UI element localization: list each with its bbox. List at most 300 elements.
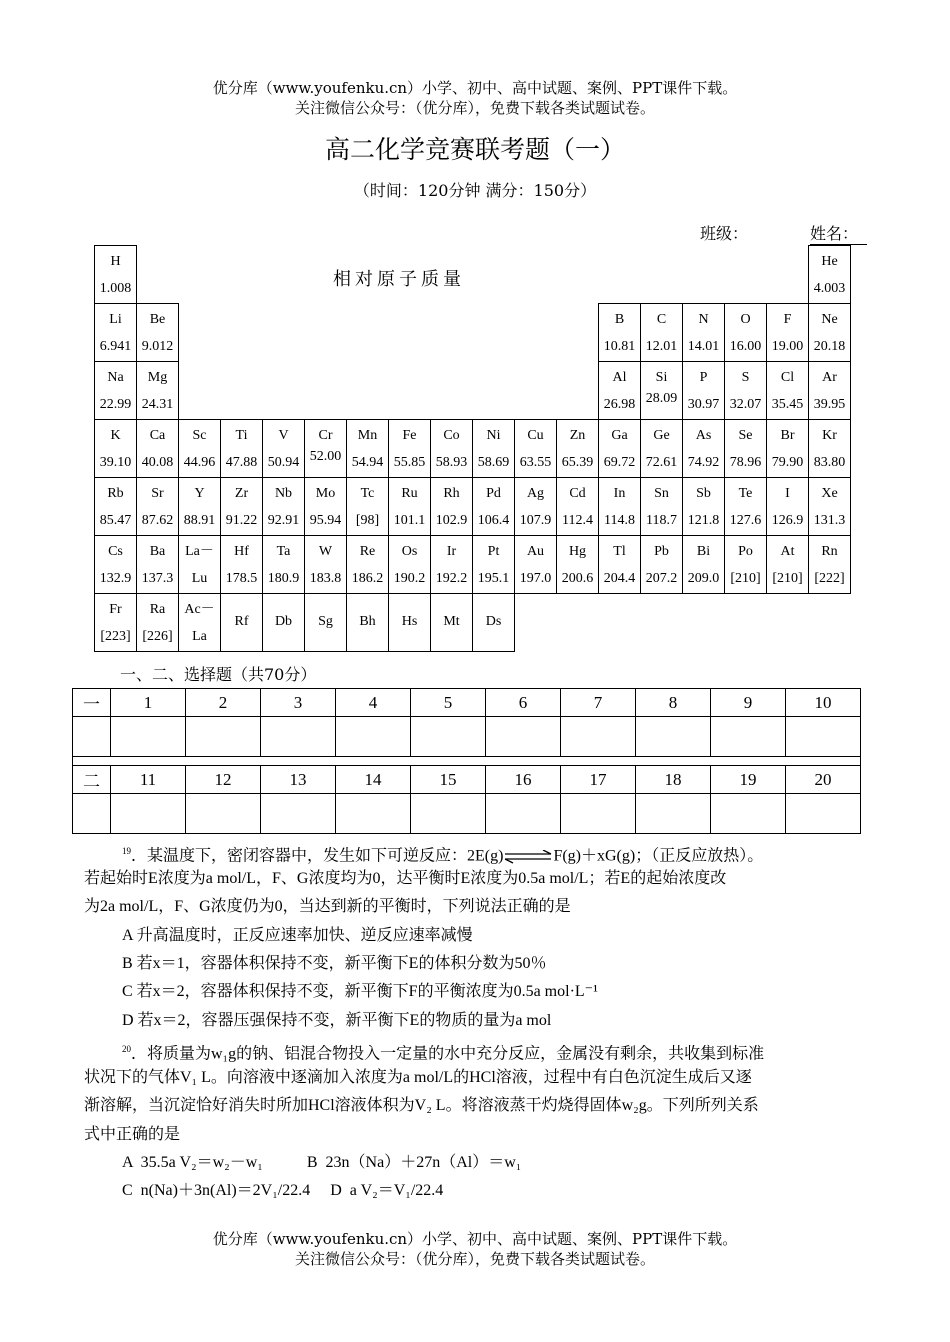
element-symbol: V	[278, 428, 289, 443]
element-mass: 69.72	[603, 455, 636, 470]
element-cell-v	[262, 419, 305, 478]
answer-cell[interactable]	[711, 717, 786, 757]
element-mass: 54.94	[351, 455, 384, 470]
element-symbol: Mt	[443, 614, 460, 629]
element-symbol: P	[699, 370, 708, 385]
element-symbol: Zr	[234, 486, 249, 501]
element-symbol: Ni	[486, 428, 501, 443]
element-symbol: Tc	[360, 486, 375, 501]
answer-number: 3	[261, 689, 336, 717]
element-cell-mn	[346, 419, 389, 478]
element-symbol: Ne	[821, 312, 838, 327]
element-cell-cr	[304, 419, 347, 478]
element-symbol: Sc	[192, 428, 207, 443]
periodic-table-label: 相对原子质量	[333, 269, 465, 290]
element-symbol: Au	[526, 544, 545, 559]
element-mass: 1.008	[99, 281, 132, 296]
element-mass: 200.6	[561, 571, 594, 586]
element-symbol: Sr	[151, 486, 164, 501]
element-symbol: Cs	[108, 544, 123, 559]
element-cell-be	[136, 303, 179, 362]
element-symbol: K	[110, 428, 121, 443]
element-cell-b	[598, 303, 641, 362]
answer-number: 1	[111, 689, 186, 717]
element-mass: 204.4	[603, 571, 636, 586]
question-19-option-a: A 升高温度时，正反应速率加快、逆反应速率减慢	[122, 927, 473, 944]
answer-cell[interactable]	[636, 717, 711, 757]
element-mass: 14.01	[687, 339, 720, 354]
element-cell-i	[766, 477, 809, 536]
answer-cell[interactable]	[711, 794, 786, 834]
element-cell-fr	[94, 593, 137, 652]
element-symbol: Pb	[654, 544, 669, 559]
element-symbol: Ti	[235, 428, 248, 443]
header-line-2: 关注微信公众号：（优分库），免费下载各类试题试卷。	[294, 99, 655, 117]
page-subtitle: （时间：120分钟 满分：150分）	[353, 181, 597, 200]
element-cell-tc	[346, 477, 389, 536]
element-symbol: Ge	[653, 428, 670, 443]
element-symbol: Co	[443, 428, 460, 443]
element-cell-ca	[136, 419, 179, 478]
question-19-line-3: 为2a mol/L，F、G浓度仍为0，当达到新的平衡时，下列说法正确的是	[84, 898, 571, 915]
element-symbol: Cl	[780, 370, 795, 385]
element-cell-kr	[808, 419, 851, 478]
element-cell-mt	[430, 593, 473, 652]
element-mass: 20.18	[813, 339, 846, 354]
answer-number: 17	[561, 766, 636, 794]
element-symbol: Ga	[611, 428, 628, 443]
element-mass: 28.09	[645, 391, 678, 406]
element-cell-rb	[94, 477, 137, 536]
element-cell-ds	[472, 593, 515, 652]
element-cell-nb	[262, 477, 305, 536]
element-symbol: Ag	[526, 486, 545, 501]
element-cell-xe	[808, 477, 851, 536]
element-cell-ir	[430, 535, 473, 594]
answer-cell[interactable]	[561, 717, 636, 757]
element-mass: 58.93	[435, 455, 468, 470]
element-symbol: At	[780, 544, 795, 559]
element-cell-at	[766, 535, 809, 594]
element-mass: 26.98	[603, 397, 636, 412]
element-symbol: Po	[738, 544, 753, 559]
element-symbol: Ru	[401, 486, 418, 501]
question-19-stem-a: ．某温度下，密闭容器中，发生如下可逆反应：2E(g)	[131, 847, 504, 865]
question-20-line-3: 渐溶解，当沉淀恰好消失时所加HCl溶液体积为V₂ L。将溶液蒸干灼烧得固体w₂g。下列所列关系	[84, 1097, 759, 1114]
element-mass: 9.012	[141, 339, 174, 354]
answer-row-2-header	[73, 766, 861, 794]
element-mass: 87.62	[141, 513, 174, 528]
element-cell-ga	[598, 419, 641, 478]
answer-cell[interactable]	[261, 794, 336, 834]
answer-number: 6	[486, 689, 561, 717]
element-mass: 137.3	[141, 571, 174, 586]
element-symbol: Ds	[485, 614, 502, 629]
element-symbol: Kr	[822, 428, 837, 443]
element-mass: 91.22	[225, 513, 258, 528]
element-mass: 40.08	[141, 455, 174, 470]
element-cell-ba	[136, 535, 179, 594]
element-symbol: Rn	[821, 544, 838, 559]
answer-number: 14	[336, 766, 411, 794]
element-mass: 126.9	[771, 513, 804, 528]
element-symbol: He	[821, 254, 838, 269]
answer-number: 11	[111, 766, 186, 794]
element-cell-au	[514, 535, 557, 594]
element-symbol: Tl	[613, 544, 626, 559]
element-symbol: Ir	[446, 544, 457, 559]
element-symbol: Os	[401, 544, 418, 559]
element-cell-ti	[220, 419, 263, 478]
answer-number: 12	[186, 766, 261, 794]
answer-cell[interactable]	[561, 794, 636, 834]
element-cell-la	[178, 535, 221, 594]
element-cell-ta	[262, 535, 305, 594]
element-cell-sg	[304, 593, 347, 652]
element-mass: 52.00	[309, 449, 342, 464]
element-cell-h	[94, 245, 137, 304]
question-19-option-c: C 若x＝2，容器体积保持不变，新平衡下F的平衡浓度为0.5a mol·L⁻¹	[122, 983, 598, 1000]
element-mass: [98]	[355, 513, 380, 528]
element-symbol: W	[318, 544, 333, 559]
answer-row-1-blank	[73, 717, 861, 757]
element-cell-cu	[514, 419, 557, 478]
answer-row-2-blank	[73, 794, 861, 834]
element-mass: 63.55	[519, 455, 552, 470]
element-mass: 121.8	[687, 513, 720, 528]
answer-cell[interactable]	[336, 794, 411, 834]
answer-cell[interactable]	[486, 717, 561, 757]
element-symbol: Cu	[527, 428, 544, 443]
element-mass: 118.7	[646, 513, 677, 528]
element-mass: 22.99	[99, 397, 132, 412]
element-cell-he	[808, 245, 851, 304]
element-mass: 39.10	[99, 455, 132, 470]
answer-number: 2	[186, 689, 261, 717]
answer-cell[interactable]	[411, 794, 486, 834]
element-symbol: Xe	[821, 486, 838, 501]
class-label: 班级：	[700, 224, 749, 243]
question-20-number: 20	[122, 1044, 131, 1054]
element-cell-y	[178, 477, 221, 536]
question-20-line-1-text: ．将质量为w₁g的钠、铝混合物投入一定量的水中充分反应，金属没有剩余，共收集到标准	[131, 1045, 765, 1063]
element-mass: 106.4	[477, 513, 510, 528]
element-cell-sb	[682, 477, 725, 536]
element-mass: 88.91	[183, 513, 216, 528]
element-cell-te	[724, 477, 767, 536]
element-cell-bi	[682, 535, 725, 594]
answer-number: 4	[336, 689, 411, 717]
element-symbol: Nb	[274, 486, 293, 501]
element-symbol: Fe	[402, 428, 417, 443]
footer-line-2: 关注微信公众号：（优分库），免费下载各类试题试卷。	[294, 1250, 655, 1268]
element-mass: 24.31	[141, 397, 174, 412]
element-cell-pb	[640, 535, 683, 594]
element-cell-ar	[808, 361, 851, 420]
element-symbol: Na	[107, 370, 124, 385]
element-mass: 195.1	[477, 571, 510, 586]
answer-cell[interactable]	[186, 717, 261, 757]
element-mass: 4.003	[813, 281, 846, 296]
element-cell-ni	[472, 419, 515, 478]
answer-cell[interactable]	[636, 794, 711, 834]
element-mass: 114.8	[604, 513, 635, 528]
element-mass: 50.94	[267, 455, 300, 470]
question-19-option-b: B 若x＝1，容器体积保持不变，新平衡下E的体积分数为50％	[122, 955, 547, 972]
element-cell-se	[724, 419, 767, 478]
answer-separator	[73, 757, 861, 766]
answer-cell	[73, 794, 111, 834]
element-cell-re	[346, 535, 389, 594]
answer-number: 18	[636, 766, 711, 794]
element-cell-ac	[178, 593, 221, 652]
answer-number: 20	[786, 766, 861, 794]
element-symbol: N	[698, 312, 709, 327]
element-cell-k	[94, 419, 137, 478]
element-cell-os	[388, 535, 431, 594]
element-symbol: Pd	[486, 486, 501, 501]
answer-cell[interactable]	[111, 794, 186, 834]
element-symbol: Y	[194, 486, 205, 501]
element-symbol: Te	[738, 486, 753, 501]
element-cell-ru	[388, 477, 431, 536]
answer-row-1-header	[73, 689, 861, 717]
answer-cell[interactable]	[261, 717, 336, 757]
element-mass: 39.95	[813, 397, 846, 412]
answer-cell[interactable]	[186, 794, 261, 834]
answer-cell	[73, 717, 111, 757]
element-mass: 74.92	[687, 455, 720, 470]
element-cell-si	[640, 361, 683, 420]
element-symbol: Rf	[234, 614, 249, 629]
element-mass: La	[192, 629, 207, 644]
element-cell-p	[682, 361, 725, 420]
element-mass: 32.07	[729, 397, 762, 412]
question-19-stem-b: F(g)＋xG(g)；（正反应放热）。	[553, 847, 764, 865]
question-20-options-cd: C n(Na)＋3n(Al)＝2V₁/22.4 D a V₂＝V₁/22.4	[122, 1182, 444, 1199]
element-cell-bh	[346, 593, 389, 652]
element-symbol: Fr	[109, 602, 122, 617]
element-mass: [210]	[772, 571, 803, 586]
element-mass: 207.2	[645, 571, 678, 586]
element-mass: 209.0	[687, 571, 720, 586]
element-symbol: Hg	[568, 544, 587, 559]
element-symbol: Mo	[315, 486, 336, 501]
element-mass: 132.9	[99, 571, 132, 586]
element-cell-tl	[598, 535, 641, 594]
element-mass: 6.941	[99, 339, 132, 354]
element-symbol: Bh	[359, 614, 376, 629]
element-mass: 192.2	[435, 571, 468, 586]
element-mass: 35.45	[771, 397, 804, 412]
element-cell-pt	[472, 535, 515, 594]
element-mass: 58.69	[477, 455, 510, 470]
element-symbol: Ca	[149, 428, 166, 443]
question-20-line-2: 状况下的气体V₁ L。向溶液中逐滴加入浓度为a mol/L的HCl溶液，过程中有白色沉淀生成后又逐	[84, 1069, 752, 1086]
element-cell-ne	[808, 303, 851, 362]
element-mass: 197.0	[519, 571, 552, 586]
element-symbol: H	[110, 254, 121, 269]
element-symbol: Ra	[149, 602, 166, 617]
element-symbol: Sg	[318, 614, 333, 629]
element-cell-hs	[388, 593, 431, 652]
element-cell-hf	[220, 535, 263, 594]
element-symbol: Cd	[569, 486, 586, 501]
element-mass: 183.8	[309, 571, 342, 586]
element-cell-as	[682, 419, 725, 478]
element-mass: 44.96	[183, 455, 216, 470]
element-cell-zr	[220, 477, 263, 536]
element-cell-sn	[640, 477, 683, 536]
element-symbol: Ba	[149, 544, 166, 559]
element-mass: 186.2	[351, 571, 384, 586]
element-symbol: Be	[149, 312, 166, 327]
element-mass: 85.47	[99, 513, 132, 528]
answer-cell[interactable]	[411, 717, 486, 757]
answer-number: 19	[711, 766, 786, 794]
element-cell-mg	[136, 361, 179, 420]
answer-cell[interactable]	[786, 717, 861, 757]
element-symbol: F	[783, 312, 792, 327]
element-symbol: Rh	[443, 486, 460, 501]
element-cell-ag	[514, 477, 557, 536]
answer-number: 5	[411, 689, 486, 717]
element-cell-rh	[430, 477, 473, 536]
element-cell-o	[724, 303, 767, 362]
element-cell-f	[766, 303, 809, 362]
element-mass: 16.00	[729, 339, 762, 354]
element-symbol: Si	[655, 370, 668, 385]
element-cell-pd	[472, 477, 515, 536]
element-mass: 190.2	[393, 571, 426, 586]
question-20-line-4: 式中正确的是	[84, 1126, 181, 1143]
element-cell-n	[682, 303, 725, 362]
element-symbol: Li	[109, 312, 122, 327]
element-cell-cd	[556, 477, 599, 536]
element-cell-c	[640, 303, 683, 362]
element-cell-hg	[556, 535, 599, 594]
element-mass: 92.91	[267, 513, 300, 528]
answer-number: 15	[411, 766, 486, 794]
element-mass: 178.5	[225, 571, 258, 586]
element-cell-na	[94, 361, 137, 420]
element-symbol: Ta	[276, 544, 291, 559]
element-mass: 127.6	[729, 513, 762, 528]
element-mass: [226]	[142, 629, 173, 644]
answer-cell[interactable]	[111, 717, 186, 757]
element-symbol: I	[785, 486, 790, 501]
element-symbol: O	[740, 312, 751, 327]
element-symbol: Cr	[318, 428, 333, 443]
element-symbol: Hs	[401, 614, 418, 629]
periodic-table	[94, 245, 856, 650]
element-mass: 131.3	[813, 513, 846, 528]
element-mass: 65.39	[561, 455, 594, 470]
element-mass: 72.61	[645, 455, 678, 470]
element-cell-al	[598, 361, 641, 420]
element-symbol: As	[695, 428, 712, 443]
answer-cell[interactable]	[336, 717, 411, 757]
element-mass: 101.1	[393, 513, 426, 528]
answer-grid	[72, 688, 861, 834]
element-mass: 78.96	[729, 455, 762, 470]
answer-row-1-label: 一	[73, 689, 111, 717]
element-symbol: Db	[274, 614, 293, 629]
footer-line-1: 优分库（www.youfenku.cn）小学、初中、高中试题、案例、PPT课件下载。	[212, 1230, 738, 1248]
element-mass: Lu	[191, 571, 208, 586]
element-symbol: Pt	[487, 544, 500, 559]
element-symbol: Mn	[357, 428, 378, 443]
equilibrium-arrow-icon	[503, 850, 553, 864]
element-mass: 47.88	[225, 455, 258, 470]
element-symbol: Se	[738, 428, 753, 443]
element-mass: 55.85	[393, 455, 426, 470]
element-cell-in	[598, 477, 641, 536]
header-line-1: 优分库（www.youfenku.cn）小学、初中、高中试题、案例、PPT课件下载。	[212, 79, 738, 97]
element-mass: 19.00	[771, 339, 804, 354]
element-mass: 180.9	[267, 571, 300, 586]
element-mass: [210]	[730, 571, 761, 586]
element-mass: 79.90	[771, 455, 804, 470]
section-title: 一、二、选择题（共70分）	[120, 665, 317, 684]
answer-number: 8	[636, 689, 711, 717]
element-cell-br	[766, 419, 809, 478]
answer-number: 7	[561, 689, 636, 717]
question-19-line-2: 若起始时E浓度为a mol/L，F、G浓度均为0，达平衡时E浓度为0.5a mol/L；若E的起始浓度改	[84, 870, 727, 887]
element-mass: 30.97	[687, 397, 720, 412]
element-cell-zn	[556, 419, 599, 478]
element-cell-fe	[388, 419, 431, 478]
element-cell-s	[724, 361, 767, 420]
element-symbol: S	[741, 370, 750, 385]
element-symbol: Br	[780, 428, 795, 443]
element-cell-ra	[136, 593, 179, 652]
element-symbol: Bi	[696, 544, 711, 559]
answer-cell[interactable]	[786, 794, 861, 834]
answer-number: 10	[786, 689, 861, 717]
answer-number: 16	[486, 766, 561, 794]
answer-number: 13	[261, 766, 336, 794]
element-cell-db	[262, 593, 305, 652]
element-symbol: Re	[359, 544, 376, 559]
page-title: 高二化学竞赛联考题（一）	[324, 135, 625, 164]
element-cell-rn	[808, 535, 851, 594]
element-mass: 95.94	[309, 513, 342, 528]
element-cell-cs	[94, 535, 137, 594]
element-mass: [223]	[100, 629, 131, 644]
element-mass: 112.4	[562, 513, 593, 528]
answer-cell[interactable]	[486, 794, 561, 834]
element-mass: 83.80	[813, 455, 846, 470]
name-label: 姓名：	[810, 221, 867, 245]
element-cell-w	[304, 535, 347, 594]
element-symbol: Ac－	[184, 602, 215, 617]
element-symbol: In	[613, 486, 626, 501]
element-cell-sc	[178, 419, 221, 478]
element-cell-mo	[304, 477, 347, 536]
element-cell-ge	[640, 419, 683, 478]
element-cell-sr	[136, 477, 179, 536]
element-symbol: Ar	[822, 370, 837, 385]
element-symbol: Zn	[569, 428, 586, 443]
element-symbol: La－	[185, 544, 214, 559]
element-symbol: C	[656, 312, 667, 327]
element-symbol: Al	[612, 370, 627, 385]
element-cell-cl	[766, 361, 809, 420]
element-mass: 10.81	[603, 339, 636, 354]
element-symbol: Mg	[147, 370, 168, 385]
question-19-option-d: D 若x＝2，容器压强保持不变，新平衡下E的物质的量为a mol	[122, 1012, 552, 1029]
